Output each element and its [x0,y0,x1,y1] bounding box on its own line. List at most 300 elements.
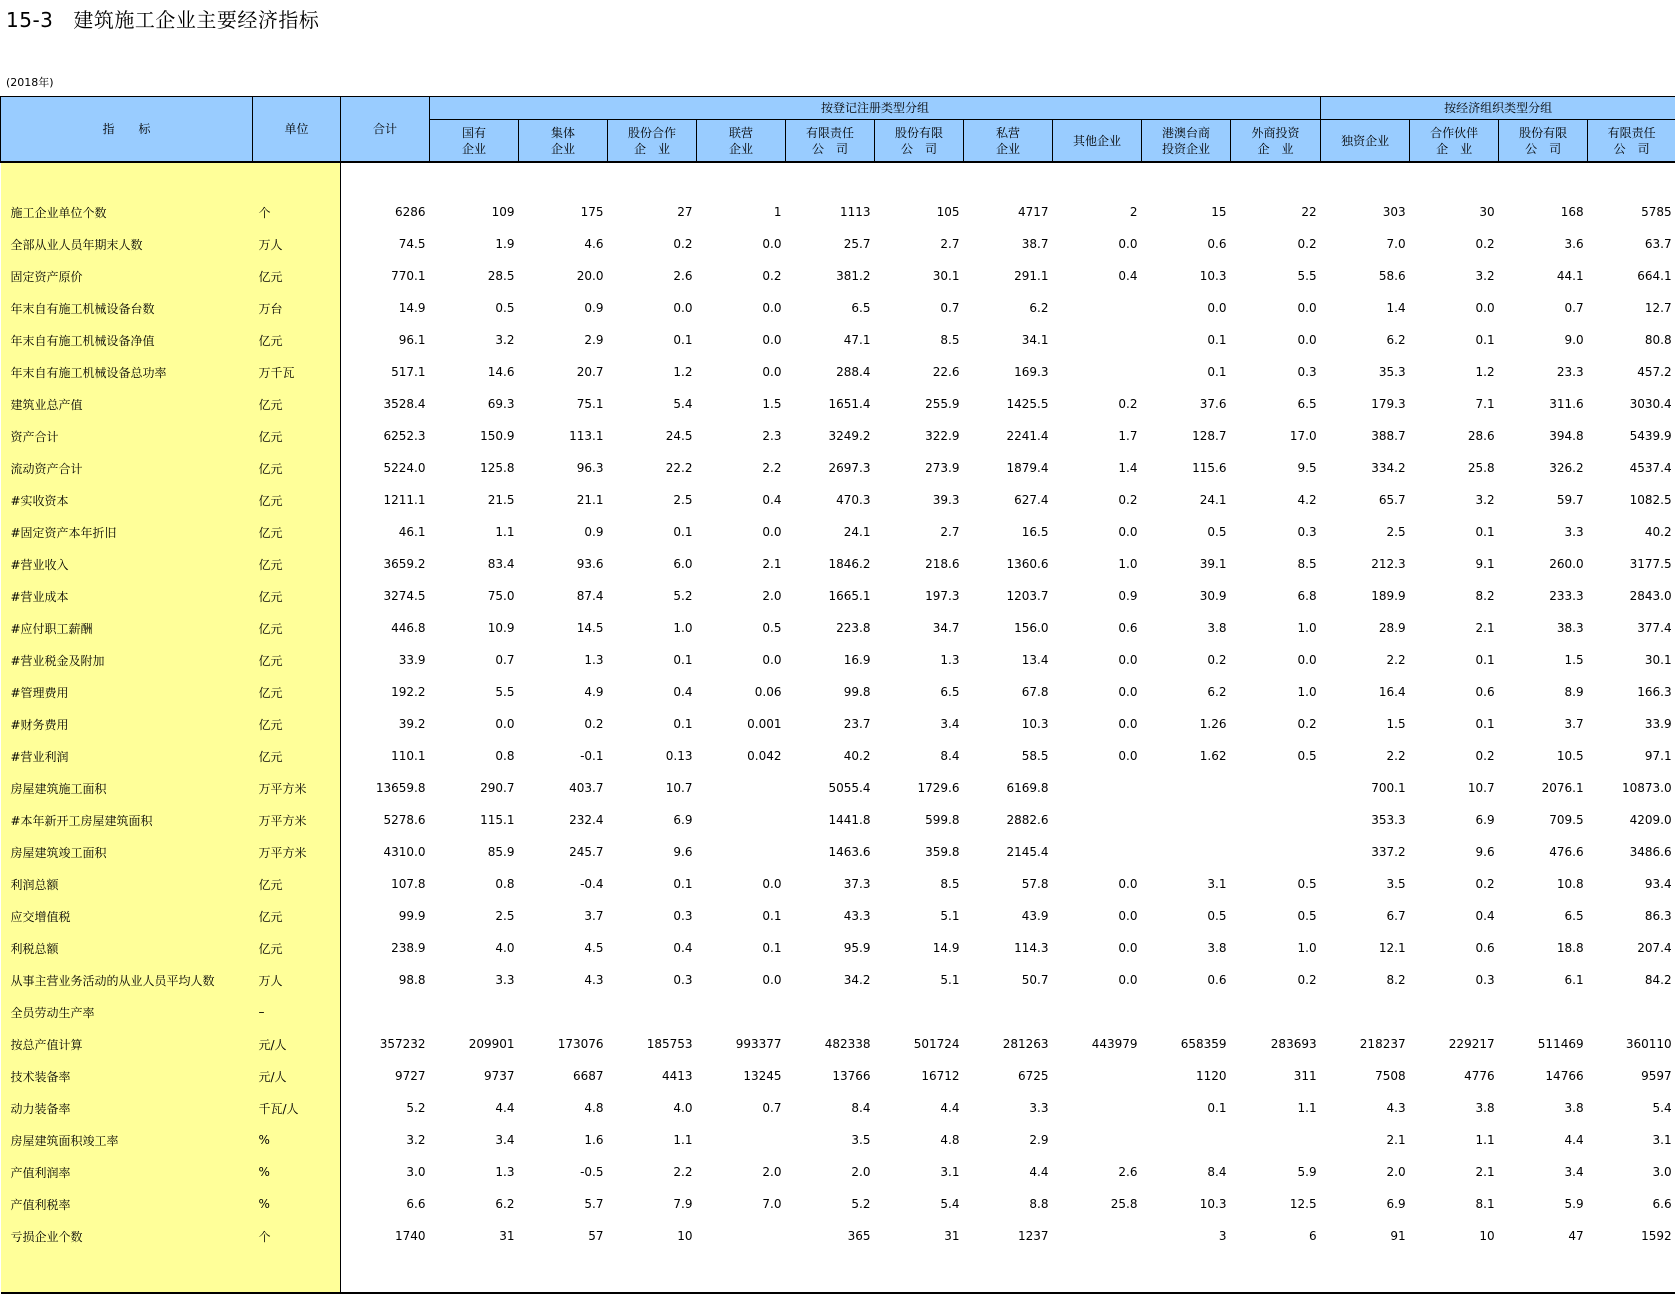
value-cell: 0.0 [762,525,782,539]
value-cell: 7.0 [1386,237,1406,251]
value-cell: 7.1 [1475,397,1495,411]
table-row [1,580,1675,612]
value-cell: 1665.1 [828,589,871,603]
indicator-unit: 亿元 [253,260,341,292]
value-cell: 9597 [1641,1069,1672,1083]
table-row [1,1092,1675,1124]
value-cell: 105 [936,205,960,219]
value-cell: 44.1 [1556,269,1584,283]
value-cell: 0.1 [673,525,693,539]
value-cell: 197.3 [925,589,960,603]
table-row [1,772,1675,804]
value-cell: 1740 [394,1229,426,1243]
value-cell: 260.0 [1549,557,1584,571]
spacer-cell [786,162,875,196]
value-cell: 1082.5 [1629,493,1672,507]
value-cell: 2.1 [1386,1133,1406,1147]
value-cell [1053,772,1142,804]
value-cell: 322.9 [925,429,960,443]
value-cell: 37.3 [843,877,871,891]
value-cell: 9.6 [673,845,693,859]
indicator-name: 房屋建筑施工面积 [1,772,253,804]
value-cell: 0.2 [1207,653,1227,667]
value-cell: 0.1 [1207,333,1227,347]
value-cell: 59.7 [1556,493,1584,507]
value-cell: 0.6 [1475,685,1495,699]
value-cell: 109 [491,205,515,219]
value-cell: 1211.1 [383,493,426,507]
value-cell: 6.0 [673,557,693,571]
value-cell: 0.0 [1118,749,1138,763]
value-cell: 3.2 [1475,269,1495,283]
value-cell: 501724 [913,1037,960,1051]
value-cell: 99.8 [843,685,871,699]
value-cell: 13659.8 [375,781,426,795]
value-cell: 0.1 [1475,333,1495,347]
value-cell: 1.7 [1118,429,1138,443]
value-cell: 1.5 [1564,653,1584,667]
indicator-unit: % [253,1188,341,1220]
value-cell: 4310.0 [383,845,426,859]
value-cell: 1463.6 [828,845,871,859]
value-cell: 4.4 [1564,1133,1584,1147]
indicator-unit: 亿元 [253,868,341,900]
value-cell: 700.1 [1371,781,1406,795]
value-cell: 0.0 [495,717,515,731]
value-cell: 27 [677,205,693,219]
value-cell: 30 [1479,205,1495,219]
value-cell: 0.7 [495,653,515,667]
value-cell: 34.1 [1021,333,1049,347]
spacer-cell [1588,162,1675,196]
value-cell: 311.6 [1549,397,1584,411]
value-cell: 5.2 [851,1197,871,1211]
column-header: 股份有限 公 司 [875,120,964,163]
value-cell: 35.3 [1378,365,1406,379]
value-cell: 10 [677,1229,693,1243]
value-cell: 2.9 [1029,1133,1049,1147]
value-cell: 0.6 [1475,941,1495,955]
value-cell: 128.7 [1192,429,1227,443]
value-cell: 470.3 [836,493,871,507]
value-cell: 334.2 [1371,461,1406,475]
value-cell: 0.5 [1207,909,1227,923]
value-cell: 1.9 [495,237,515,251]
value-cell [1142,804,1231,836]
value-cell: 664.1 [1637,269,1672,283]
value-cell: 1729.6 [917,781,960,795]
value-cell: 1.1 [495,525,515,539]
value-cell: 3.1 [1652,1133,1672,1147]
value-cell: 388.7 [1371,429,1406,443]
value-cell: 5.4 [673,397,693,411]
value-cell: 3.0 [1652,1165,1672,1179]
indicator-unit: 个 [253,1220,341,1252]
value-cell: 4537.4 [1629,461,1672,475]
value-cell: 2.2 [762,461,782,475]
indicator-name: 技术装备率 [1,1060,253,1092]
indicator-unit: 万平方米 [253,836,341,868]
value-cell: 209901 [468,1037,515,1051]
indicator-unit: 亿元 [253,420,341,452]
value-cell: 207.4 [1637,941,1672,955]
value-cell: 74.5 [398,237,426,251]
value-cell: 8.4 [851,1101,871,1115]
table-row [1,1028,1675,1060]
value-cell: 80.8 [1644,333,1672,347]
value-cell: 218237 [1359,1037,1406,1051]
indicator-unit: 万人 [253,964,341,996]
value-cell: 0.1 [762,909,782,923]
value-cell: 1846.2 [828,557,871,571]
value-cell: 5.9 [1297,1165,1317,1179]
value-cell [964,996,1053,1028]
value-cell: 0.042 [747,749,782,763]
value-cell: 4.5 [584,941,604,955]
value-cell: 87.4 [576,589,604,603]
indicator-name: #本年新开工房屋建筑面积 [1,804,253,836]
value-cell: 0.0 [1118,909,1138,923]
table-row [1,804,1675,836]
value-cell: 337.2 [1371,845,1406,859]
value-cell: 4.8 [940,1133,960,1147]
indicator-name: 利润总额 [1,868,253,900]
value-cell: 326.2 [1549,461,1584,475]
value-cell: 14766 [1545,1069,1584,1083]
spacer-cell [786,1252,875,1293]
value-cell: 0.1 [1475,525,1495,539]
indicator-unit: 千瓦/人 [253,1092,341,1124]
value-cell [1053,356,1142,388]
value-cell [697,1220,786,1252]
value-cell: 0.7 [762,1101,782,1115]
spacer-cell [253,162,341,196]
value-cell [1410,996,1499,1028]
value-cell: 0.2 [673,237,693,251]
column-header: 集体 企业 [519,120,608,163]
value-cell: 9737 [483,1069,515,1083]
value-cell: 16712 [921,1069,960,1083]
value-cell: 8.8 [1029,1197,1049,1211]
value-cell: 34.2 [843,973,871,987]
value-cell: 303 [1382,205,1406,219]
value-cell: 46.1 [398,525,426,539]
year-note: (2018年) [6,76,54,89]
value-cell: 43.3 [843,909,871,923]
spacer-cell [1588,1252,1675,1293]
value-cell: 1.0 [1118,557,1138,571]
value-cell: 6.5 [851,301,871,315]
value-cell: 9727 [394,1069,426,1083]
value-cell: 189.9 [1371,589,1406,603]
value-cell: 0.0 [1118,717,1138,731]
value-cell: 10.7 [1467,781,1495,795]
table-row [1,612,1675,644]
value-cell: 6286 [394,205,426,219]
value-cell: 3486.6 [1629,845,1672,859]
value-cell: 1.3 [495,1165,515,1179]
value-cell: 8.9 [1564,685,1584,699]
value-cell: 1203.7 [1006,589,1049,603]
value-cell: 6.9 [1386,1197,1406,1211]
spacer-cell [1,1252,253,1293]
indicator-unit: 亿元 [253,452,341,484]
table-code: 15-3 [6,8,54,32]
value-cell: 0.13 [665,749,693,763]
value-cell: 86.3 [1644,909,1672,923]
value-cell: 25.8 [1467,461,1495,475]
value-cell: 6.8 [1297,589,1317,603]
value-cell: 3.3 [1564,525,1584,539]
indicator-unit: 亿元 [253,932,341,964]
value-cell: 0.2 [1297,717,1317,731]
value-cell: 6.5 [1297,397,1317,411]
table-row [1,644,1675,676]
value-cell: 0.3 [673,973,693,987]
value-cell: 1.0 [1297,941,1317,955]
indicator-unit: – [253,996,341,1028]
indicator-unit: 万平方米 [253,772,341,804]
spacer-cell [1053,1252,1142,1293]
value-cell: 4.0 [495,941,515,955]
value-cell: 8.4 [1207,1165,1227,1179]
value-cell [341,996,430,1028]
value-cell: 6687 [572,1069,604,1083]
spacer-cell [875,162,964,196]
value-cell: 93.6 [576,557,604,571]
spacer-cell [1321,162,1410,196]
value-cell: 6 [1308,1229,1317,1243]
indicator-name: #营业成本 [1,580,253,612]
table-row [1,548,1675,580]
value-cell [1053,836,1142,868]
value-cell: 1425.5 [1006,397,1049,411]
table-row [1,1220,1675,1252]
value-cell: 125.8 [480,461,515,475]
value-cell: 1.2 [1475,365,1495,379]
value-cell: 0.2 [1297,237,1317,251]
value-cell: 18.8 [1556,941,1584,955]
value-cell: 1441.8 [828,813,871,827]
value-cell: 114.3 [1014,941,1049,955]
value-cell: 20.0 [576,269,604,283]
value-cell: 31 [499,1229,515,1243]
value-cell: 9.6 [1475,845,1495,859]
value-cell: 245.7 [569,845,604,859]
value-cell: 5439.9 [1629,429,1672,443]
spacer-cell [1410,1252,1499,1293]
value-cell: 1237 [1017,1229,1049,1243]
table-row [1,452,1675,484]
value-cell: 0.0 [1118,525,1138,539]
value-cell: 23.7 [843,717,871,731]
value-cell: 0.9 [1118,589,1138,603]
value-cell: 0.0 [1475,301,1495,315]
value-cell: 9.0 [1564,333,1584,347]
value-cell: 8.2 [1475,589,1495,603]
table-row [1,260,1675,292]
value-cell: 290.7 [480,781,515,795]
value-cell: 10 [1479,1229,1495,1243]
value-cell: 8.4 [940,749,960,763]
value-cell: 218.6 [925,557,960,571]
value-cell: 627.4 [1014,493,1049,507]
value-cell [1142,772,1231,804]
value-cell: 1.1 [1297,1101,1317,1115]
value-cell: 3.4 [495,1133,515,1147]
value-cell [786,996,875,1028]
value-cell: 115.6 [1192,461,1227,475]
value-cell: 22 [1301,205,1317,219]
table-row [1,196,1675,228]
value-cell: 1.3 [584,653,604,667]
value-cell: 2882.6 [1006,813,1049,827]
value-cell: 0.2 [1118,493,1138,507]
value-cell: 273.9 [925,461,960,475]
table-row [1,708,1675,740]
spacer-cell [430,162,519,196]
value-cell: 2.2 [1386,653,1406,667]
value-cell [1231,996,1321,1028]
value-cell: 0.0 [1297,301,1317,315]
value-cell: 6.5 [940,685,960,699]
table-row [1,1124,1675,1156]
value-cell: 0.06 [754,685,782,699]
value-cell: 4.9 [584,685,604,699]
indicator-name: 年末自有施工机械设备净值 [1,324,253,356]
value-cell: 185753 [646,1037,693,1051]
value-cell: 0.0 [762,653,782,667]
value-cell: 3177.5 [1629,557,1672,571]
value-cell: 359.8 [925,845,960,859]
table-row [1,740,1675,772]
value-cell: 47 [1568,1229,1584,1243]
value-cell: 457.2 [1637,365,1672,379]
value-cell: 0.2 [1475,877,1495,891]
value-cell: 0.2 [584,717,604,731]
value-cell: 3.5 [1386,877,1406,891]
indicator-unit: 亿元 [253,644,341,676]
value-cell: 9.5 [1297,461,1317,475]
table-row [1,868,1675,900]
value-cell: 0.0 [1118,973,1138,987]
value-cell: 22.6 [932,365,960,379]
value-cell: 4.4 [1029,1165,1049,1179]
value-cell: 3.1 [940,1165,960,1179]
value-cell: 6.2 [495,1197,515,1211]
value-cell: 2.0 [762,589,782,603]
value-cell: 37.6 [1199,397,1227,411]
value-cell: 2.0 [762,1165,782,1179]
value-cell: 2.2 [1386,749,1406,763]
value-cell: 482338 [824,1037,871,1051]
value-cell: -0.1 [580,749,604,763]
value-cell: 0.6 [1207,973,1227,987]
value-cell: 30.1 [1644,653,1672,667]
table-row [1,932,1675,964]
value-cell: 0.0 [1118,653,1138,667]
value-cell: 14.5 [576,621,604,635]
value-cell: 5055.4 [828,781,871,795]
column-header: 外商投资 企 业 [1231,120,1321,163]
value-cell: 3.8 [1475,1101,1495,1115]
value-cell: 233.3 [1549,589,1584,603]
value-cell: 770.1 [391,269,426,283]
value-cell: 6.5 [1564,909,1584,923]
value-cell: 993377 [735,1037,782,1051]
value-cell: 2076.1 [1541,781,1584,795]
table-row [1,964,1675,996]
value-cell: 5785 [1641,205,1672,219]
value-cell: 34.7 [932,621,960,635]
value-cell: 0.8 [495,749,515,763]
value-cell: 1.0 [673,621,693,635]
spacer-cell [1053,162,1142,196]
indicator-unit: 个 [253,196,341,228]
value-cell: 0.4 [1475,909,1495,923]
value-cell: 0.0 [762,365,782,379]
spacer-cell [1231,1252,1321,1293]
column-header: 合作伙伴 企 业 [1410,120,1499,163]
value-cell [875,996,964,1028]
value-cell: 1.1 [673,1133,693,1147]
value-cell: 16.4 [1378,685,1406,699]
value-cell: 357232 [379,1037,426,1051]
value-cell: 0.1 [673,877,693,891]
column-header: 股份合作 企 业 [608,120,697,163]
indicator-name: 产值利税率 [1,1188,253,1220]
column-header: 有限责任 公 司 [1588,120,1675,163]
value-cell: 223.8 [836,621,871,635]
value-cell: 4.8 [584,1101,604,1115]
value-cell: 212.3 [1371,557,1406,571]
indicator-name: 房屋建筑面积竣工率 [1,1124,253,1156]
value-cell: 5.1 [940,909,960,923]
value-cell [697,772,786,804]
value-cell: 0.2 [1118,397,1138,411]
value-cell: 2.5 [1386,525,1406,539]
value-cell: 39.1 [1199,557,1227,571]
value-cell: 6.2 [1029,301,1049,315]
value-cell: 99.9 [398,909,426,923]
header-indicator: 指 标 [1,97,253,163]
value-cell [1053,292,1142,324]
value-cell: 69.3 [487,397,515,411]
value-cell: 0.1 [673,717,693,731]
value-cell: 511469 [1537,1037,1584,1051]
value-cell: 6.9 [673,813,693,827]
value-cell: 14.9 [398,301,426,315]
indicator-name: 应交增值税 [1,900,253,932]
value-cell [1053,1220,1142,1252]
value-cell: 15 [1211,205,1227,219]
value-cell: 0.1 [673,333,693,347]
value-cell: 0.0 [1118,237,1138,251]
value-cell: 5.5 [495,685,515,699]
value-cell [1053,1092,1142,1124]
value-cell: 1.26 [1199,717,1227,731]
value-cell: 0.3 [673,909,693,923]
value-cell: 3.8 [1564,1101,1584,1115]
value-cell: 4.4 [940,1101,960,1115]
value-cell: 1.5 [762,397,782,411]
value-cell: 14.6 [487,365,515,379]
value-cell [608,996,697,1028]
value-cell: 5.4 [940,1197,960,1211]
indicator-name: #实收资本 [1,484,253,516]
value-cell: 3.2 [495,333,515,347]
indicator-unit: 亿元 [253,740,341,772]
